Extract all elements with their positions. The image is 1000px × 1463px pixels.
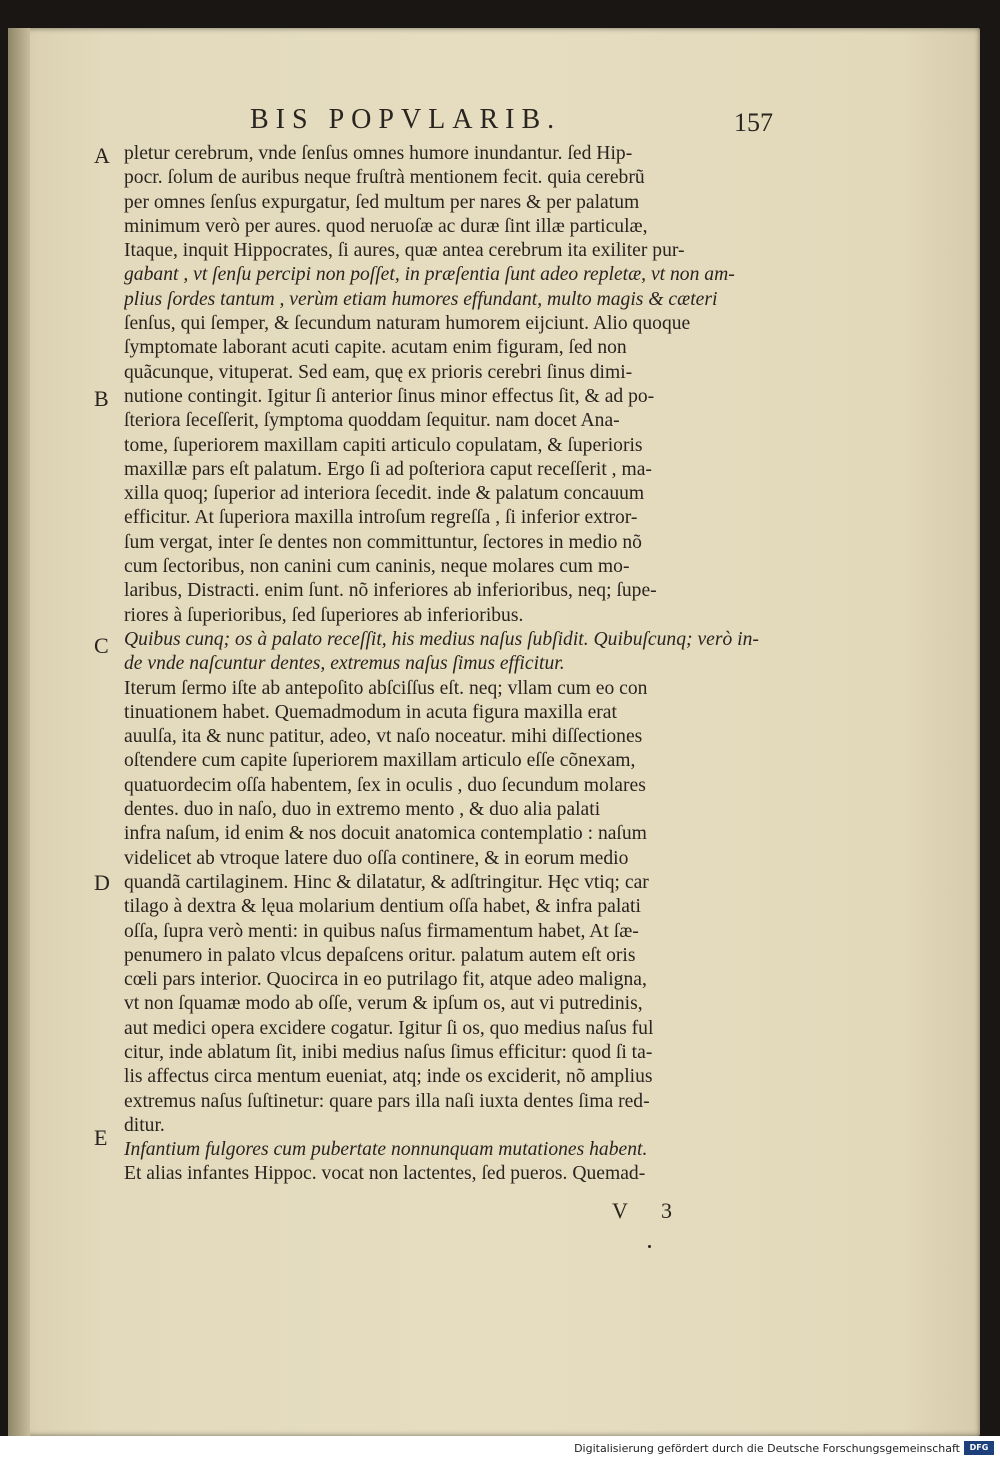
text-line: vt non ſquamæ modo ab oſſe, verum & ipſum os, aut vi putredinis, (124, 993, 643, 1015)
text-line: auulſa, ita & nunc patitur, adeo, vt naſo noceatur. mihi diſſectiones (124, 726, 643, 748)
text-line: ſenſus, qui ſemper, & ſecundum naturam humorem eijciunt. Alio quoque (124, 313, 691, 335)
text-line: per omnes ſenſus expurgatur, ſed multum per nares & per palatum (124, 191, 640, 213)
text-line: efficitur. At ſuperiora maxilla introſum regreſſa , ſi inferior extror- (124, 507, 638, 529)
text-line: lis affectus circa mentum eueniat, atq; inde os exciderit, nõ amplius (124, 1066, 653, 1088)
text-line: pocr. ſolum de auribus neque fruſtrà mentionem fecit. quia cerebrũ (124, 167, 645, 189)
text-line: infra naſum, id enim & nos docuit anatomica contemplatio : naſum (124, 823, 647, 845)
text-line: laribus, Distracti. enim ſunt. nõ inferiores ab inferioribus, neq; ſupe- (124, 580, 657, 602)
text-line: Infantium fulgores cum pubertate nonnunquam mutationes habent. (124, 1139, 648, 1161)
text-line: xilla quoq; ſuperior ad interiora ſecedit. inde & palatum concauum (124, 483, 645, 505)
text-line: aut medici opera excidere cogatur. Igitur ſi os, quo medius naſus ful (124, 1017, 654, 1039)
text-line: minimum verò per aures. quod neruoſæ ac duræ ſint illæ particulæ, (124, 215, 648, 237)
text-line: oſtendere cum capite ſuperiorem maxillam articulo eſſe cõnexam, (124, 750, 636, 772)
signature-mark: V 3 (612, 1198, 686, 1223)
running-head: BIS POPVLARIB. (250, 104, 562, 135)
text-line: quãcunque, vituperat. Sed eam, quę ex prioris cerebri ſinus dimi- (124, 361, 633, 383)
text-line: Et alias infantes Hippoc. vocat non lactentes, ſed pueros. Quemad- (124, 1163, 646, 1185)
text-line: nutione contingit. Igitur ſi anterior ſinus minor effectus ſit, & ad po- (124, 385, 655, 407)
page-gutter-shadow (8, 28, 30, 1436)
text-line: tinuationem habet. Quemadmodum in acuta figura maxilla erat (124, 701, 617, 723)
text-line: ſum vergat, inter ſe dentes non committuntur, ſectores in medio nõ (124, 531, 642, 553)
text-line: cum ſectoribus, non canini cum caninis, neque molares cum mo- (124, 556, 630, 578)
text-line: quatuordecim oſſa habentem, ſex in oculis , duo ſecundum molares (124, 774, 646, 796)
page-header (0, 104, 1000, 144)
text-line: riores à ſuperioribus, ſed ſuperiores ab inferioribus. (124, 604, 524, 626)
digitization-credit: Digitalisierung gefördert durch die Deutsche Forschungsgemeinschaft (574, 1442, 960, 1455)
text-line: tome, ſuperiorem maxillam capiti articulo copulatam, & ſuperioris (124, 434, 643, 456)
text-line: oſſa, ſupra verò menti: in quibus naſus firmamentum habet, At ſæ- (124, 920, 639, 942)
text-line: Quibus cunq; os à palato receſſit, his medius naſus ſubſidit. Quibuſcunq; verò in- (124, 628, 759, 650)
text-line: videlicet ab vtroque latere duo oſſa continere, & in eorum medio (124, 847, 629, 869)
text-line: gabant , vt ſenſu percipi non poſſet, in præſentia ſunt adeo repletæ, vt non am- (124, 264, 735, 286)
marginal-letter-e: E (94, 1125, 108, 1150)
marginal-letter-d: D (94, 870, 110, 895)
text-line: Itaque, inquit Hippocrates, ſi aures, quæ antea cerebrum ita exiliter pur- (124, 240, 685, 262)
body-text (124, 142, 764, 1187)
marginal-letter-a: A (94, 143, 110, 168)
text-line: tilago à dextra & lęua molarium dentium oſſa habet, & infra palati (124, 896, 641, 918)
footer-bar (0, 1436, 1000, 1463)
marginal-letter-c: C (94, 633, 109, 658)
text-line: cœli pars interior. Quocirca in eo putrilago fit, atque adeo maligna, (124, 969, 647, 991)
text-line: dentes. duo in naſo, duo in extremo mento , & duo alia palati (124, 799, 601, 821)
marginal-letter-b: B (94, 386, 109, 411)
text-line: quandã cartilaginem. Hinc & dilatatur, & adſtringitur. Hęc vtiq; car (124, 871, 649, 893)
dfg-logo-icon: DFG (964, 1441, 994, 1455)
text-line: plius ſordes tantum , verùm etiam humores effundant, multo magis & cæteri (124, 288, 718, 310)
text-line: pletur cerebrum, vnde ſenſus omnes humore inundantur. ſed Hip- (124, 143, 633, 164)
text-line: penumero in palato vlcus depaſcens oritur. palatum autem eſt oris (124, 944, 636, 966)
ink-dot (648, 1245, 651, 1248)
text-line: ſteriora ſeceſſerit, ſymptoma quoddam ſequitur. nam docet Ana- (124, 410, 620, 432)
text-line: extremus naſus ſuſtinetur: quare pars illa naſi iuxta dentes ſima red- (124, 1090, 650, 1112)
page-number: 157 (734, 108, 773, 137)
text-line: de vnde naſcuntur dentes, extremus naſus ſimus efficitur. (124, 653, 565, 675)
text-line: ſymptomate laborant acuti capite. acutam enim figuram, ſed non (124, 337, 627, 359)
text-line: citur, inde ablatum ſit, inibi medius naſus ſimus efficitur: quod ſi ta- (124, 1041, 653, 1063)
text-line: Iterum ſermo iſte ab antepoſito abſciſſus eſt. neq; vllam cum eo con (124, 677, 648, 699)
text-line: ditur. (124, 1114, 165, 1136)
text-line: maxillæ pars eſt palatum. Ergo ſi ad poſteriora caput receſſerit , ma- (124, 458, 652, 480)
